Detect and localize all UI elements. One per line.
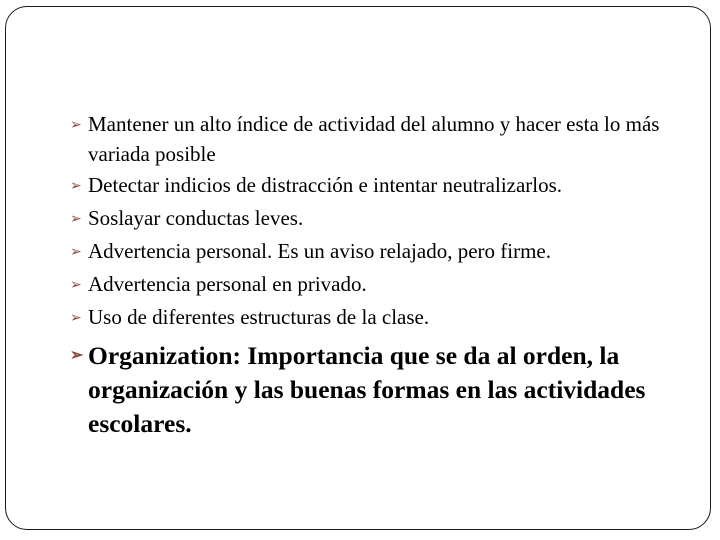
bullet-text: Soslayar conductas leves. [88,206,304,230]
bullet-text: Detectar indicios de distracción e intentar neutralizarlos. [88,173,563,197]
bullet-item-organization [70,339,690,441]
arrow-bullet-icon: ➢ [70,118,82,133]
bullet-item-distraccion [70,171,690,201]
bullet-item-soslayar [70,204,690,234]
bullet-item-advertencia [70,237,690,267]
bullet-item-estructuras [70,303,690,333]
arrow-bullet-icon: ➢ [70,278,82,293]
bullet-list [70,110,690,441]
bullet-item-privado [70,270,690,300]
arrow-bullet-icon: ➢ [70,245,82,260]
arrow-bullet-icon: ➢ [70,212,82,227]
bullet-text: Uso de diferentes estructuras de la clase. [88,305,430,329]
bullet-text: Advertencia personal en privado. [88,272,367,296]
bullet-heading-text: Organization: Importancia que se da al orden, la organización y las buenas formas en las actividades escolares. [88,341,646,438]
bullet-text: Advertencia personal. Es un aviso relajado, pero firme. [88,239,551,263]
bullet-text: Mantener un alto índice de actividad del alumno y hacer esta lo más variada posible [88,112,660,166]
arrow-bullet-icon: ➢ [70,179,82,194]
arrow-bullet-icon: ➢ [70,347,84,364]
arrow-bullet-icon: ➢ [70,311,82,326]
bullet-item-actividad [70,110,690,168]
